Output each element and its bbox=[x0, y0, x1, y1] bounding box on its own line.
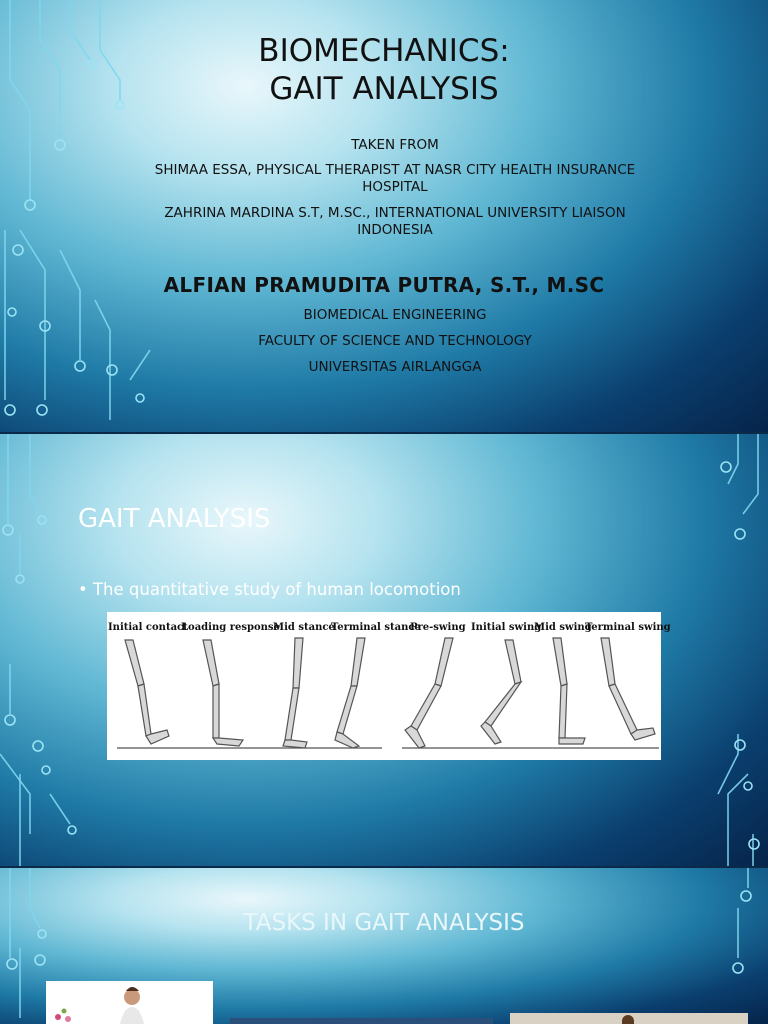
source-credit-1: SHIMAA ESSA, PHYSICAL THERAPIST AT NASR CITY HEALTH INSURANCE HOSPITAL bbox=[154, 162, 636, 195]
phase-label: Pre-swing bbox=[410, 622, 466, 633]
circuit-decoration-right bbox=[698, 434, 768, 866]
phase-label: Terminal swing bbox=[585, 622, 671, 633]
phase-label: Initial swing bbox=[471, 622, 542, 633]
title-slide bbox=[0, 0, 768, 432]
faculty-label: FACULTY OF SCIENCE AND TECHNOLOGY bbox=[258, 333, 532, 349]
slide-title: BIOMECHANICS: GAIT ANALYSIS bbox=[258, 33, 510, 107]
author-name: ALFIAN PRAMUDITA PUTRA, S.T., M.SC bbox=[163, 273, 605, 297]
source-credit-2: ZAHRINA MARDINA S.T, M.SC., INTERNATIONAL UNIVERSITY LIAISON INDONESIA bbox=[164, 205, 626, 238]
phase-label: Mid swing bbox=[534, 622, 592, 633]
university-label: UNIVERSITAS AIRLANGGA bbox=[308, 359, 482, 375]
phase-label: Mid stance bbox=[273, 622, 335, 633]
slide-title: TASKS IN GAIT ANALYSIS bbox=[243, 910, 525, 936]
circuit-decoration-left bbox=[0, 434, 90, 866]
phase-label: Initial contact bbox=[108, 622, 188, 633]
gait-lab-photo bbox=[230, 1018, 493, 1024]
tasks-slide bbox=[0, 868, 768, 1024]
woman-figure bbox=[46, 981, 213, 1024]
department-label: BIOMEDICAL ENGINEERING bbox=[303, 307, 487, 323]
phase-label: Terminal stance bbox=[331, 622, 421, 633]
leg-drawings bbox=[107, 612, 661, 760]
treadmill-photo bbox=[510, 1013, 748, 1024]
taken-from-label: TAKEN FROM bbox=[351, 137, 439, 153]
person-head bbox=[622, 1015, 634, 1024]
bullet-point: • The quantitative study of human locomotion bbox=[78, 580, 461, 599]
gait-cycle-figure bbox=[107, 612, 671, 760]
phase-label: Loading response bbox=[181, 622, 280, 633]
walking-woman-photo bbox=[46, 981, 213, 1024]
gait-analysis-slide bbox=[0, 434, 768, 866]
slide-title: GAIT ANALYSIS bbox=[78, 504, 271, 534]
circuit-decoration-right bbox=[708, 868, 768, 1024]
